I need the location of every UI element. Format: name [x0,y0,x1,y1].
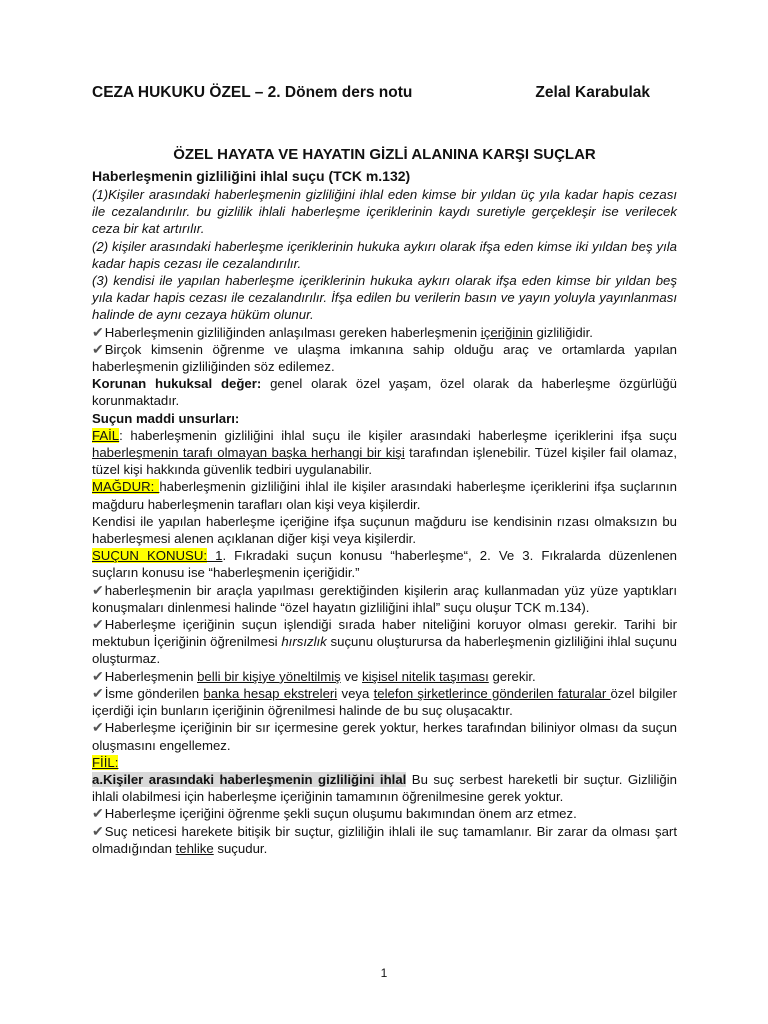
fiil-a-label: a.Kişiler arasındaki haberleşmenin gizliliğini ihlal [92,771,407,787]
magdur-paragraph: MAĞDUR: haberleşmenin gizliliğini ihlal ile kişiler arasındaki haberleşme içeriklerini ifşa suçlarının mağduru haberleşmenin tarafları olan kişi veya kişilerdir. [92,479,677,512]
konu-note-1: ✔haberleşmenin bir araçla yapılması gerektiğinden kişilerin araç kullanmadan yüz yüze yaptıkları konuşmaları dinlenmesi halinde “özel hayatın gizliliğini ihlal” suçu oluşur TCK m.134). [92,581,677,615]
law-paragraph-3: (3) kendisi ile yapılan haberleşme içeriklerinin hukuka aykırı olarak ifşa eden kimse bir yıldan beş yıla kadar hapis cezası ile cezalandırılır. İfşa edilen bu verilerin basın ve yayın yoluyla yayınlanması halinde de aynı cezaya hüküm olunur. [92,273,677,323]
check-icon: ✔ [92,616,104,633]
check-icon: ✔ [92,667,104,684]
law-paragraph-1: (1)Kişiler arasındaki haberleşmenin gizliliğini ihlal eden kimse bir yıldan üç yıla kadar hapis cezası ile cezalandırılır. bu gizlilik ihlali haberleşme içeriklerinin kaydı suretiyle gerçekleşir ise verilecek ceza bir kat artırılır. [92,187,677,237]
konu-paragraph: SUÇUN KONUSU: 1. Fıkradaki suçun konusu “haberleşme“, 2. Ve 3. Fıkralarda düzenlenen suçların konusu ise “haberleşmenin içeriğidir.” [92,548,677,581]
fiil-paragraph-a: a.Kişiler arasındaki haberleşmenin gizliliğini ihlal Bu suç serbest hareketli bir suçtur. Gizliliğin ihlali olabilmesi için haberleşme içeriğinin tamamının öğrenilmesine gerek yoktur. [92,771,677,805]
konu-note-4: ✔İsme gönderilen banka hesap ekstreleri veya telefon şirketlerince gönderilen faturalar özel bilgiler içerdiği için bunların içeriğinin öğrenilmesi halinde de bu suç oluşacaktır. [92,684,678,719]
document-header [92,84,677,108]
section-subtitle: Haberleşmenin gizliliğini ihlal suçu (TCK m.132) [92,168,411,184]
check-icon: ✔ [92,805,104,822]
konu-note-2: ✔Haberleşme içeriğinin suçun işlendiği sırada haber niteliğini koruyor olması gerekir. Tarihi bir mektubun İçeriğinin öğrenilmesi hırsızlık suçunu oluşturursa da haberleşmenin gizliliğini ihlal suçunu oluşturmaz. [92,616,677,667]
fiil-heading [92,754,677,771]
author-name: Zelal Karabulak [535,84,650,101]
section-title: ÖZEL HAYATA VE HAYATIN GİZLİ ALANINA KARŞI SUÇLAR [173,146,596,163]
fail-label: FAİL [92,427,120,443]
magdur-paragraph-2: Kendisi ile yapılan haberleşme içeriğine ifşa suçunun mağduru ise kendisinin rızası olmaksızın bu haberleşmesi alenen açıklanan diğer kişi veya kişilerdir. [92,513,677,547]
note-1: ✔Haberleşmenin gizliliğinden anlaşılması gereken haberleşmenin içeriğinin gizliliğidir. [92,323,593,340]
check-icon: ✔ [92,719,104,736]
check-icon: ✔ [92,323,104,340]
law-paragraph-2: (2) kişiler arasındaki haberleşme içeriklerinin hukuka aykırı olarak ifşa eden kimse iki yıldan beş yıla kadar hapis cezası ile cezalandırılır. [92,238,677,271]
magdur-label: MAĞDUR: [92,479,160,495]
check-icon: ✔ [92,684,104,701]
konu-label: SUÇUN KONUSU: [92,548,208,564]
page-number: 1 [380,966,388,980]
check-icon: ✔ [92,581,104,598]
konu-note-5: ✔Haberleşme içeriğinin bir sır içermesine gerek yoktur, herkes tarafından biliniyor olması da suçun oluşmasını engellemez. [92,719,677,753]
fiil-note-2: ✔Suç neticesi harekete bitişik bir suçtur, gizliliğin ihlali ile suç tamamlanır. Bir zarar da olması şart olmadığından tehlike suçudur. [92,822,677,856]
page-content [92,84,677,857]
fiil-note-1: ✔Haberleşme içeriğini öğrenme şekli suçun oluşumu bakımından önem arz etmez. [92,805,577,822]
fiil-label: FİİL: [92,754,119,770]
konu-note-3: ✔Haberleşmenin belli bir kişiye yöneltilmiş ve kişisel nitelik taşıması gerekir. [92,667,536,684]
korunan-paragraph: Korunan hukuksal değer: genel olarak özel yaşam, özel olarak da haberleşme özgürlüğü korunmaktadır. [92,376,677,409]
korunan-label: Korunan hukuksal değer: [92,376,262,392]
course-title: CEZA HUKUKU ÖZEL – 2. Dönem ders notu [92,84,413,101]
check-icon: ✔ [92,822,104,839]
fail-paragraph: FAİL: haberleşmenin gizliliğini ihlal suçu ile kişiler arasındaki haberleşme içeriklerini ifşa suçu haberleşmenin tarafı olmayan başka herhangi bir kişi tarafından işlenebilir. Tüzel kişiler fail olamaz, tüzel kişi hakkında güvenlik tedbiri uygulanabilir. [92,427,678,478]
maddi-heading: Suçun maddi unsurları: [92,410,240,426]
note-2: ✔Birçok kimsenin öğrenme ve ulaşma imkanına sahip olduğu araç ve ortamlarda yapılan haberleşmenin gizliliğinden söz edilemez. [92,340,677,375]
check-icon: ✔ [92,340,104,357]
